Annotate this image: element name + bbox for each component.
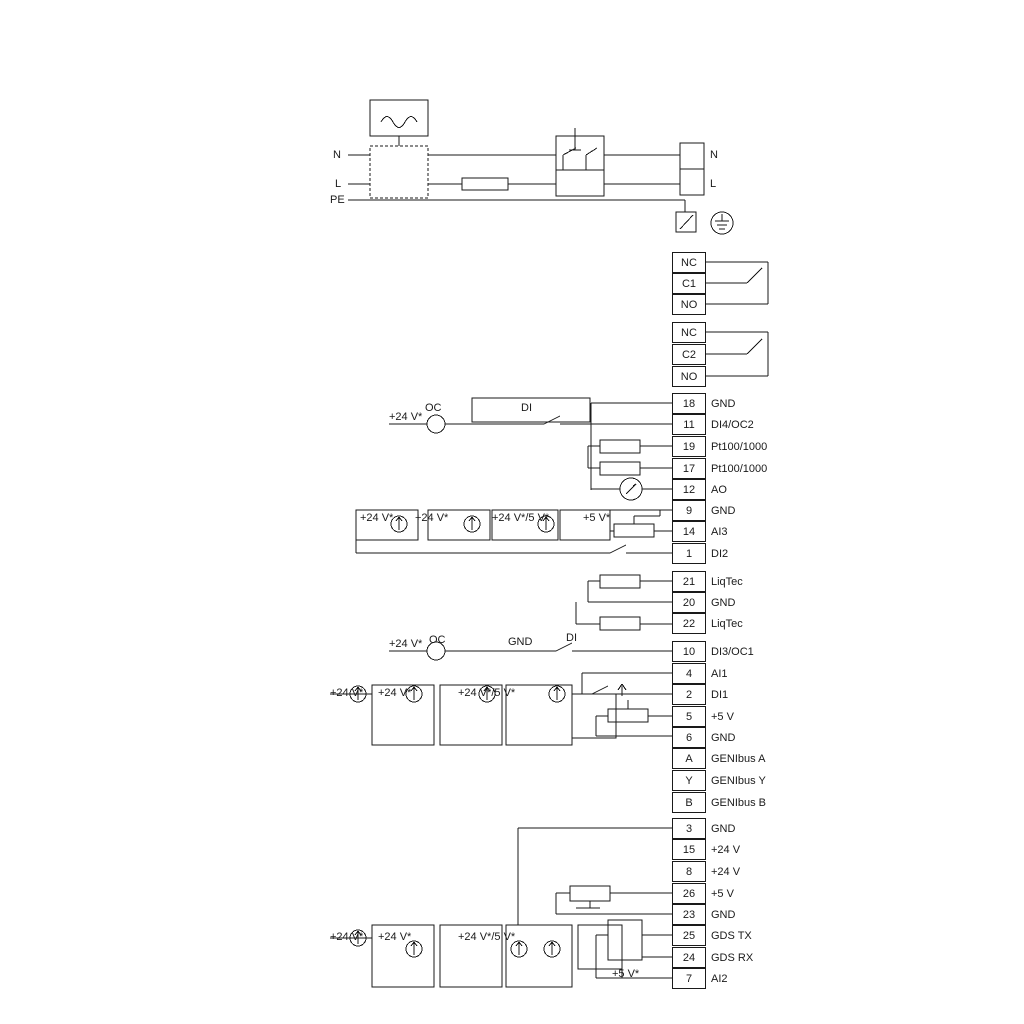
v24-label-d: +24 V* <box>378 687 412 699</box>
v24-5v-label-b: +24 V*/5 V* <box>458 687 516 699</box>
terminal-label: GENIbus Y <box>711 775 766 787</box>
terminal-label: +5 V <box>711 711 734 723</box>
terminal-number[interactable]: 7 <box>672 968 706 989</box>
terminal-number[interactable]: 23 <box>672 904 706 925</box>
relay2-nc-terminal[interactable]: NC <box>672 322 706 343</box>
v24-label-f: +24 V* <box>378 931 412 943</box>
terminal-number[interactable]: 2 <box>672 684 706 705</box>
terminal-label: DI1 <box>711 689 729 701</box>
oc-label-mid: OC <box>429 634 446 646</box>
terminal-label: GND <box>711 398 736 410</box>
terminal-label: GND <box>711 732 736 744</box>
v24-5v-label-c: +24 V*/5 V* <box>458 931 516 943</box>
terminal-number[interactable]: 24 <box>672 947 706 968</box>
relay2-no-terminal[interactable]: NO <box>672 366 706 387</box>
oc-label-top: OC <box>425 402 442 414</box>
v24-label-di-top: +24 V* <box>389 411 423 423</box>
terminal-number[interactable]: 4 <box>672 663 706 684</box>
terminal-number[interactable]: 21 <box>672 571 706 592</box>
terminal-number[interactable]: 12 <box>672 479 706 500</box>
terminal-label: AO <box>711 484 727 496</box>
terminal-number[interactable]: 11 <box>672 414 706 435</box>
terminal-label: DI4/OC2 <box>711 419 754 431</box>
terminal-number[interactable]: 20 <box>672 592 706 613</box>
relay1-nc-terminal[interactable]: NC <box>672 252 706 273</box>
terminal-label: AI1 <box>711 668 728 680</box>
terminal-number[interactable]: 5 <box>672 706 706 727</box>
terminal-number[interactable]: 18 <box>672 393 706 414</box>
gnd-label-mid: GND <box>508 636 533 648</box>
terminal-label: GENIbus B <box>711 797 767 809</box>
terminal-label: GND <box>711 909 736 921</box>
terminal-number[interactable]: 19 <box>672 436 706 457</box>
terminal-label: Pt100/1000 <box>711 463 768 475</box>
output-line-label: L <box>710 178 717 190</box>
terminal-number[interactable]: 3 <box>672 818 706 839</box>
terminal-number[interactable]: 25 <box>672 925 706 946</box>
terminal-label: LiqTec <box>711 618 743 630</box>
terminal-label: AI3 <box>711 526 728 538</box>
terminal-number[interactable]: 22 <box>672 613 706 634</box>
terminal-number[interactable]: 26 <box>672 883 706 904</box>
terminal-label: AI2 <box>711 973 728 985</box>
v5-label-a: +5 V* <box>583 512 611 524</box>
terminal-label: +5 V <box>711 888 734 900</box>
terminal-number[interactable]: 8 <box>672 861 706 882</box>
v24-label-di-mid: +24 V* <box>389 638 423 650</box>
terminal-number[interactable]: A <box>672 748 706 769</box>
terminal-number[interactable]: Y <box>672 770 706 791</box>
terminal-label: LiqTec <box>711 576 743 588</box>
v24-label-c: +24 V* <box>330 687 364 699</box>
mains-neutral-label: N <box>333 149 341 161</box>
terminal-number[interactable]: 14 <box>672 521 706 542</box>
v24-label-b: +24 V* <box>415 512 449 524</box>
mains-pe-label: PE <box>330 194 345 206</box>
terminal-label: GDS TX <box>711 930 752 942</box>
relay2-c2-terminal[interactable]: C2 <box>672 344 706 365</box>
terminal-number[interactable]: 6 <box>672 727 706 748</box>
terminal-label: +24 V <box>711 866 741 878</box>
terminal-label: GND <box>711 823 736 835</box>
terminal-label: DI3/OC1 <box>711 646 754 658</box>
terminal-label: GND <box>711 597 736 609</box>
terminal-label: GDS RX <box>711 952 754 964</box>
terminal-label: GENIbus A <box>711 753 766 765</box>
mains-line-label: L <box>335 178 342 190</box>
di-label-mid: DI <box>566 632 577 644</box>
terminal-label: GND <box>711 505 736 517</box>
di-label-top: DI <box>521 402 532 414</box>
terminal-number[interactable]: 10 <box>672 641 706 662</box>
terminal-number[interactable]: 17 <box>672 458 706 479</box>
terminal-number[interactable]: 1 <box>672 543 706 564</box>
v24-label-e: +24 V* <box>330 931 364 943</box>
relay1-no-terminal[interactable]: NO <box>672 294 706 315</box>
v5-label-b: +5 V* <box>612 968 640 980</box>
terminal-number[interactable]: B <box>672 792 706 813</box>
terminal-label: Pt100/1000 <box>711 441 768 453</box>
relay1-c1-terminal[interactable]: C1 <box>672 273 706 294</box>
output-neutral-label: N <box>710 149 718 161</box>
terminal-label: DI2 <box>711 548 729 560</box>
v24-5v-label-a: +24 V*/5 V* <box>492 512 550 524</box>
terminal-label: +24 V <box>711 844 741 856</box>
terminal-number[interactable]: 9 <box>672 500 706 521</box>
terminal-number[interactable]: 15 <box>672 839 706 860</box>
v24-label-a: +24 V* <box>360 512 394 524</box>
